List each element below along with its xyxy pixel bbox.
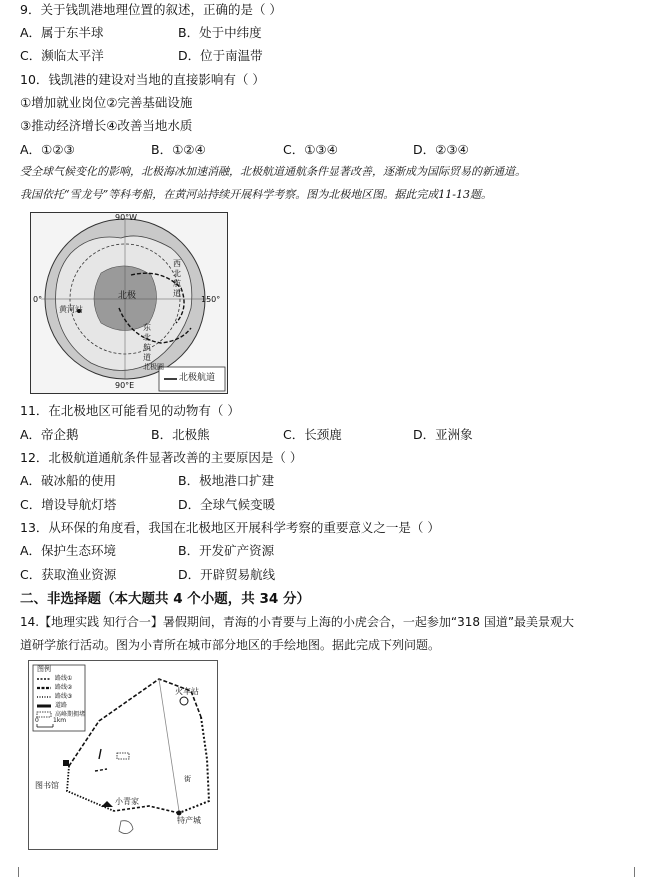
q12-option-b: B．极地港口扩建 xyxy=(178,473,275,488)
scale-zero: 0 xyxy=(35,717,39,724)
legend-route-2: 路线② xyxy=(55,684,73,691)
q12-option-d: D．全球气候变暖 xyxy=(178,497,276,512)
home-label: 小青家 xyxy=(115,797,139,806)
market-label: 特产城 xyxy=(177,816,201,825)
legend-arctic-route: 北极航道 xyxy=(179,373,216,383)
city-map xyxy=(28,660,218,850)
q13-option-d: D．开辟贸易航线 xyxy=(178,567,276,582)
label-0-deg: 0° xyxy=(33,295,43,304)
label-90e: 90°E xyxy=(115,381,135,390)
q10-option-a: A．①②③ xyxy=(20,142,75,157)
legend-congestion: 高峰期拥堵 xyxy=(55,711,86,718)
north-pole-label: 北极 xyxy=(118,291,137,301)
q10-stem: 10．钱凯港的建设对当地的直接影响有（ ） xyxy=(20,72,265,87)
q9-stem: 9．关于钱凯港地理位置的叙述，正确的是（ ） xyxy=(20,2,282,17)
legend-road: 道路 xyxy=(55,702,68,709)
intro-line-1: 受全球气候变化的影响，北极海冰加速消融，北极航道通航条件显著改善，逐渐成为国际贸易的新通道。 xyxy=(20,165,526,178)
legend-route-3: 路线③ xyxy=(55,693,73,700)
label-150-deg: 150° xyxy=(201,295,221,304)
legend-route-1: 路线① xyxy=(55,675,73,682)
q13-stem: 13．从环保的角度看，我国在北极地区开展科学考察的重要意义之一是（ ） xyxy=(20,520,440,535)
q11-option-c: C．长颈鹿 xyxy=(283,427,342,442)
arctic-map xyxy=(30,212,228,394)
q10-statements-1: ①增加就业岗位②完善基础设施 xyxy=(20,95,193,110)
train-station-label: 火车站 xyxy=(175,687,199,696)
q9-option-a: A．属于东半球 xyxy=(20,25,104,40)
intro-line-2: 我国依托“雪龙号”等科考船，在黄河站持续开展科学考察。图为北极地区图。据此完成11-13题。 xyxy=(20,188,492,201)
q10-option-d: D．②③④ xyxy=(413,142,469,157)
q12-option-a: A．破冰船的使用 xyxy=(20,473,117,488)
legend-title: 图例 xyxy=(37,665,51,673)
road-label: 街 xyxy=(184,775,191,783)
q9-option-d: D．位于南温带 xyxy=(178,48,263,63)
q11-option-b: B．北极熊 xyxy=(151,427,210,442)
q13-option-c: C．获取渔业资源 xyxy=(20,567,117,582)
q10-option-b: B．①②④ xyxy=(151,142,206,157)
label-90w: 90°W xyxy=(115,213,138,222)
q12-option-c: C．增设导航灯塔 xyxy=(20,497,117,512)
q9-option-c: C．濒临太平洋 xyxy=(20,48,104,63)
q11-option-d: D．亚洲象 xyxy=(413,427,473,442)
q10-statements-2: ③推动经济增长④改善当地水质 xyxy=(20,118,193,133)
arctic-map-graphic xyxy=(31,213,227,393)
northeast-route-label: 东 北 航 道 xyxy=(143,323,151,362)
q13-option-b: B．开发矿产资源 xyxy=(178,543,275,558)
q10-option-c: C．①③④ xyxy=(283,142,338,157)
q11-option-a: A．帝企鹅 xyxy=(20,427,79,442)
section-2-title: 二、非选择题（本大题共 4 个小题，共 34 分） xyxy=(20,591,310,607)
q14-line-1: 14.【地理实践 知行合一】暑假期间，青海的小青要与上海的小虎会合，一起参加“318 国道”最美景观大 xyxy=(20,615,575,629)
q13-option-a: A．保护生态环境 xyxy=(20,543,117,558)
q12-stem: 12．北极航道通航条件显著改善的主要原因是（ ） xyxy=(20,450,303,465)
library-label: 图书馆 xyxy=(35,781,59,790)
page-corner-mark-left xyxy=(6,867,19,877)
page-corner-mark-right xyxy=(634,867,647,877)
q9-option-b: B．处于中纬度 xyxy=(178,25,262,40)
scale-km: 1km xyxy=(53,717,67,724)
arctic-circle-label: 北极圈 xyxy=(143,363,164,371)
yellow-river-station-label: 黄河站 xyxy=(59,305,83,314)
q11-stem: 11．在北极地区可能看见的动物有（ ） xyxy=(20,403,240,418)
northwest-route-label: 西 北 航 道 xyxy=(173,259,181,298)
q14-line-2: 道研学旅行活动。图为小青所在城市部分地区的手绘地图。据此完成下列问题。 xyxy=(20,638,441,652)
